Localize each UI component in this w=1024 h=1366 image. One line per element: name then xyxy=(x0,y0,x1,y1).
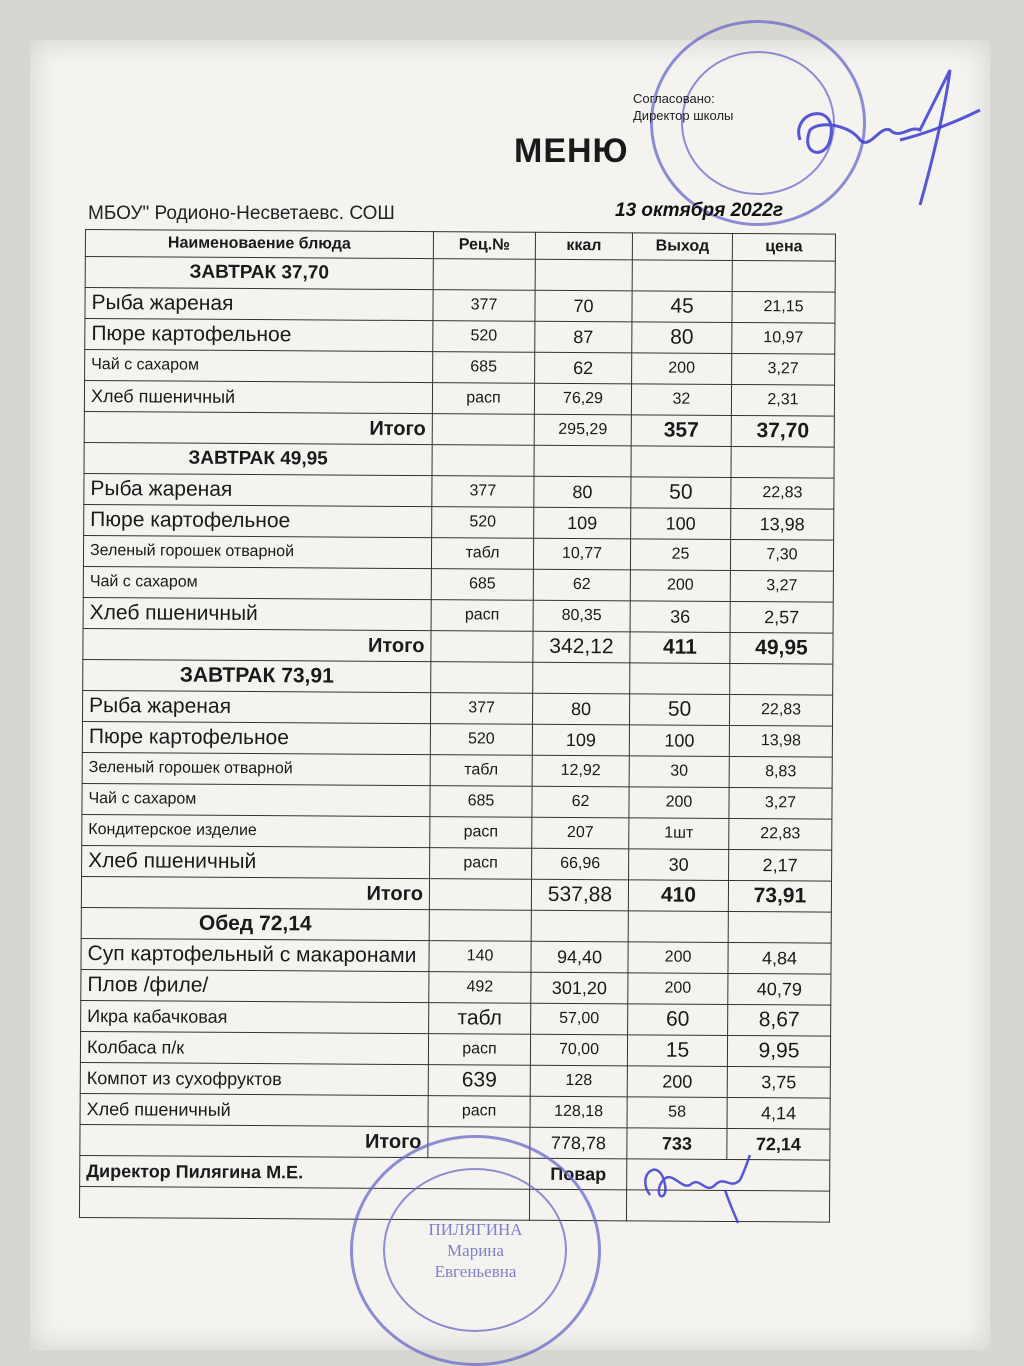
table-row: Рыба жареная 377 80 50 22,83 xyxy=(82,690,832,726)
cook-label: Повар xyxy=(530,1158,627,1190)
table-row: Икра кабачковая табл 57,00 60 8,67 xyxy=(81,1000,831,1036)
table-row: Кондитерское изделие расп 207 1шт 22,83 xyxy=(82,814,832,850)
table-row: Хлеб пшеничный расп 76,29 32 2,31 xyxy=(84,381,834,417)
total-row: Итого 778,78 733 72,14 xyxy=(80,1124,830,1160)
table-row: Чай с сахаром 685 62 200 3,27 xyxy=(85,350,835,386)
section-title: ЗАВТРАК 49,95 xyxy=(84,442,432,475)
seal-line-name: Марина xyxy=(447,1241,504,1260)
table-row: Плов /филе/ 492 301,20 200 40,79 xyxy=(81,969,831,1005)
table-row: Пюре картофельное 520 109 100 13,98 xyxy=(82,721,832,757)
col-header-out: Выход xyxy=(632,233,732,261)
table-row: Зеленый горошек отварной табл 12,92 30 8,83 xyxy=(82,752,832,788)
total-row: Итого 342,12 411 49,95 xyxy=(83,628,833,664)
director-label: Директор Пилягина М.Е. xyxy=(80,1155,530,1189)
menu-date: 13 октября 2022г xyxy=(615,200,783,221)
table-row: Рыба жареная 377 80 50 22,83 xyxy=(84,473,834,509)
cook-seal xyxy=(350,1135,601,1366)
director-signature xyxy=(780,30,990,210)
section-title-row xyxy=(84,442,834,478)
total-row: Итого 537,88 410 73,91 xyxy=(81,876,831,912)
section-title-row xyxy=(81,907,831,943)
table-row: Хлеб пшеничный расп 80,35 36 2,57 xyxy=(83,597,833,633)
approval-note xyxy=(633,90,733,124)
col-header-kcal: ккал xyxy=(535,232,632,260)
section-title: ЗАВТРАК 73,91 xyxy=(83,659,431,692)
page-title: МЕНЮ xyxy=(514,132,629,170)
section-title: Обед 72,14 xyxy=(81,907,429,940)
table-row: Рыба жареная 377 70 45 21,15 xyxy=(85,288,835,324)
table-row: Хлеб пшеничный расп 66,96 30 2,17 xyxy=(82,845,832,881)
cook-signature xyxy=(630,1145,760,1225)
table-row: Зеленый горошек отварной табл 10,77 25 7,30 xyxy=(83,535,833,571)
table-row: Компот из сухофруктов 639 128 200 3,75 xyxy=(80,1062,830,1098)
table-row: Хлеб пшеничный расп 128,18 58 4,14 xyxy=(80,1093,830,1129)
table-row: Колбаса п/к расп 70,00 15 9,95 xyxy=(80,1031,830,1067)
school-name: МБОУ" Родионо-Несветаевс. СОШ xyxy=(88,203,395,224)
table-row: Пюре картофельное 520 87 80 10,97 xyxy=(85,319,835,355)
col-header-price: цена xyxy=(732,233,835,261)
table-row: Суп картофельный с макаронами 140 94,40 200 4,84 xyxy=(81,938,831,974)
table-row: Пюре картофельное 520 109 100 13,98 xyxy=(84,504,834,540)
approved-label: Согласовано: xyxy=(633,91,715,106)
approved-position: Директор школы xyxy=(633,108,734,123)
section-title: ЗАВТРАК 37,70 xyxy=(85,257,433,290)
seal-line-surname: ПИЛЯГИНА xyxy=(428,1220,523,1239)
col-header-name: Наименоваение блюда xyxy=(85,230,433,259)
total-row: Итого 295,29 357 37,70 xyxy=(84,411,834,447)
table-row: Чай с сахаром 685 62 200 3,27 xyxy=(82,783,832,819)
table-row: Чай с сахаром 685 62 200 3,27 xyxy=(83,566,833,602)
section-title-row xyxy=(85,257,835,293)
section-title-row xyxy=(83,659,833,695)
menu-table xyxy=(79,229,836,1223)
seal-line-patronymic: Евгеньевна xyxy=(434,1262,517,1281)
col-header-num: Рец.№ xyxy=(433,232,535,260)
